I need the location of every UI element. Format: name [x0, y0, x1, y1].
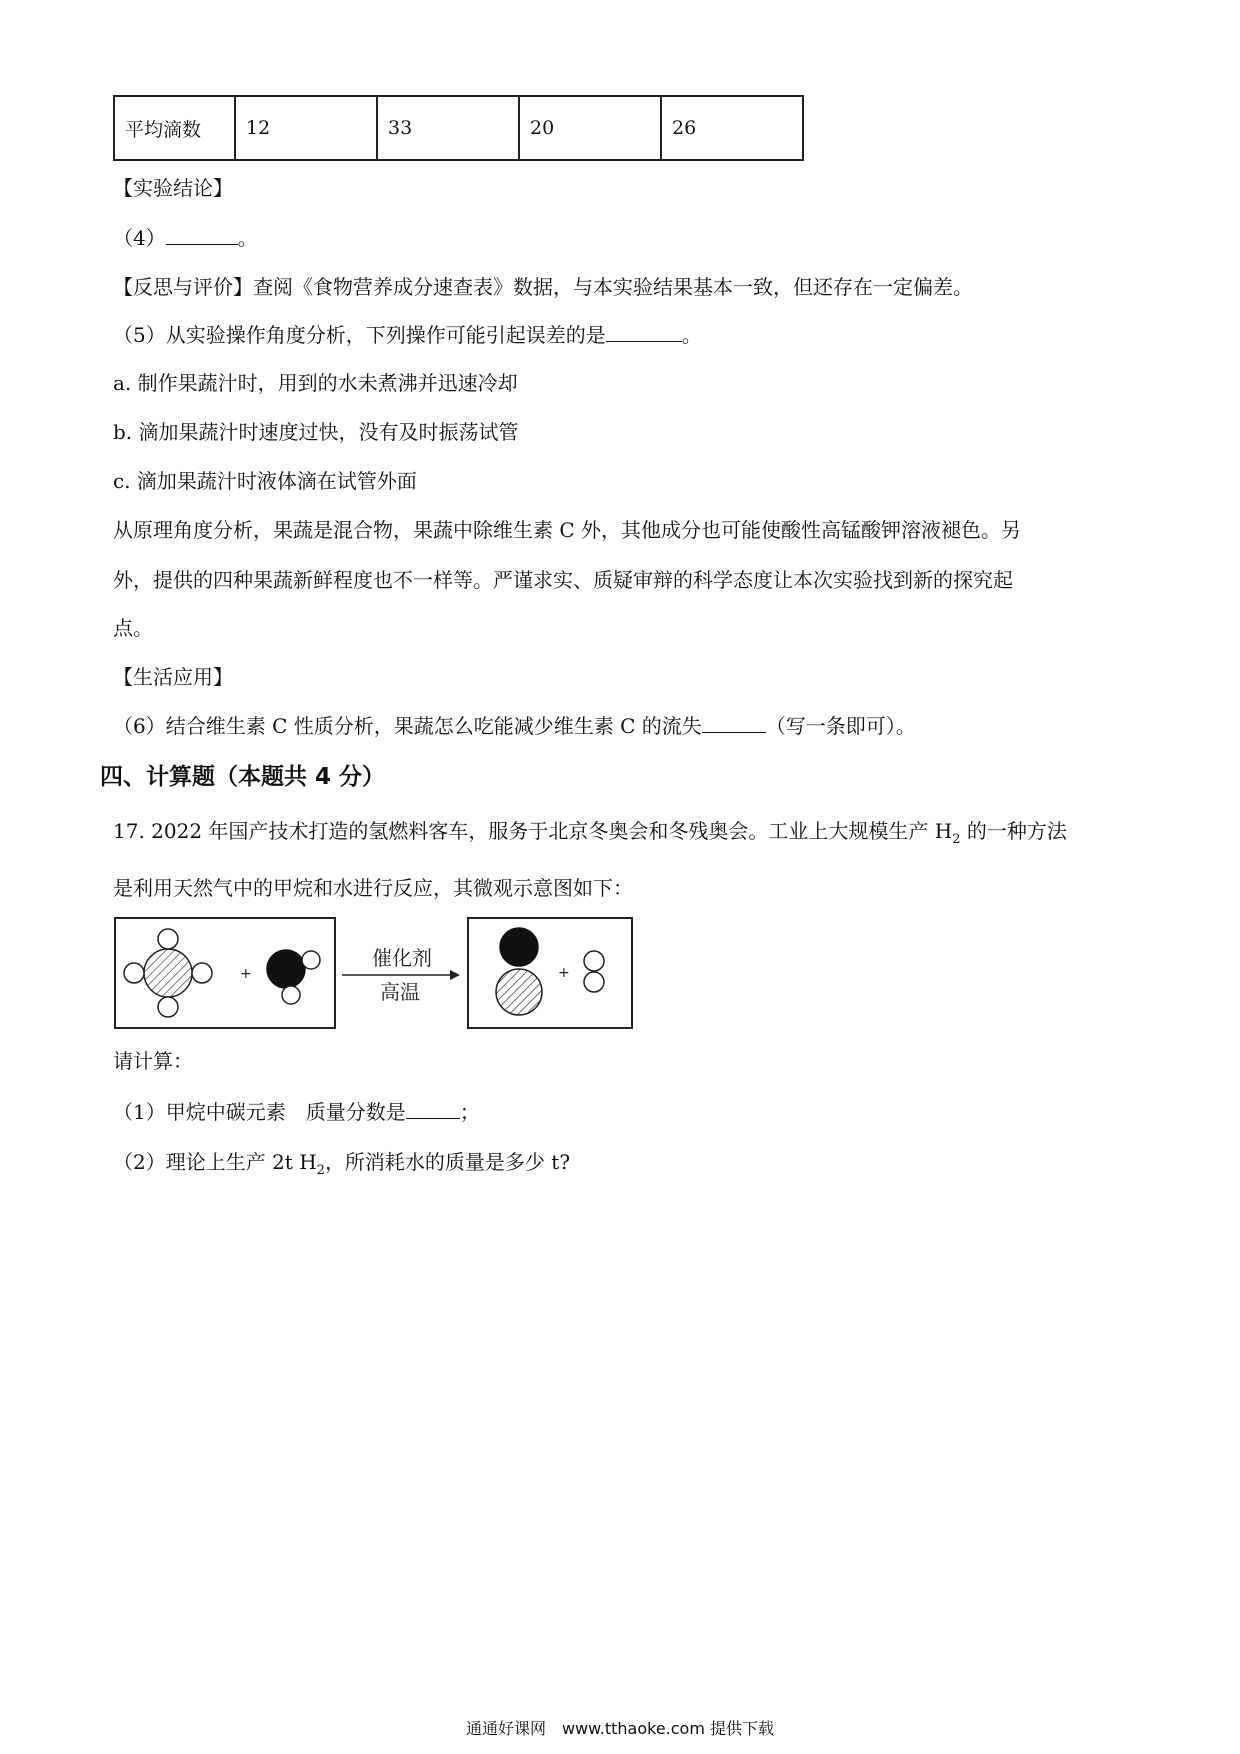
question-5 [113, 321, 702, 349]
calc-question-1 [113, 1098, 480, 1126]
option-b: b. 滴加果蔬汁时速度过快，没有及时振荡试管 [113, 420, 519, 444]
table-cell: 20 [519, 96, 661, 160]
question-17-line-1 [113, 817, 1067, 854]
hydrogen-atom [158, 997, 178, 1017]
methane-molecule [124, 929, 212, 1017]
carbon-atom [144, 949, 192, 997]
table-cell: 12 [235, 96, 377, 160]
answer-blank[interactable] [606, 321, 682, 342]
calc-question-2-text: （2）理论上生产 2t H [113, 1150, 317, 1174]
calc-question-1-text: （1）甲烷中碳元素 质量分数是 [113, 1100, 406, 1124]
arrow-head [450, 970, 460, 980]
answer-blank[interactable] [166, 224, 238, 245]
calc-question-2-end: ，所消耗水的质量是多少 t? [324, 1150, 571, 1174]
carbon-monoxide-molecule [496, 928, 542, 1015]
table-cell: 26 [661, 96, 803, 160]
hydrogen-atom [192, 963, 212, 983]
section-4-title: 四、计算题（本题共 4 分） [100, 764, 386, 790]
table-cell: 33 [377, 96, 519, 160]
answer-blank[interactable] [702, 712, 766, 733]
hydrogen-atom [584, 972, 604, 992]
footer-watermark: 通通好课网 www.tthaoke.com 提供下载 [465, 1719, 775, 1738]
water-molecule [267, 950, 320, 1004]
oxygen-atom [267, 950, 305, 988]
arrow-label-high-temp: 高温 [380, 980, 420, 1004]
carbon-atom [496, 969, 542, 1015]
analysis-line-3: 点。 [113, 616, 153, 640]
question-5-label: （5）从实验操作角度分析，下列操作可能引起误差的是 [113, 323, 606, 347]
question-4-end: 。 [237, 226, 258, 250]
hydrogen-atom [158, 929, 178, 949]
option-a: a. 制作果蔬汁时，用到的水未煮沸并迅速冷却 [113, 371, 518, 395]
oxygen-atom [500, 928, 538, 966]
question-4 [113, 224, 258, 252]
products-box [468, 918, 632, 1028]
reaction-diagram [114, 917, 634, 1033]
results-table [113, 95, 804, 161]
hydrogen-atom [584, 951, 604, 971]
subscript: 2 [952, 832, 961, 847]
question-6-label: （6）结合维生素 C 性质分析，果蔬怎么吃能减少维生素 C 的流失 [113, 714, 702, 738]
question-6 [113, 712, 916, 740]
answer-blank[interactable] [406, 1098, 460, 1119]
plus-sign: + [240, 966, 252, 982]
plus-sign: + [558, 965, 570, 981]
arrow-label-catalyst: 催化剂 [372, 946, 432, 970]
please-calculate: 请计算： [113, 1049, 193, 1073]
hydrogen-atom [302, 951, 320, 969]
table-row-label: 平均滴数 [114, 96, 235, 160]
option-c: c. 滴加果蔬汁时液体滴在试管外面 [113, 469, 417, 493]
question-4-label: （4） [113, 226, 166, 250]
analysis-line-2: 外，提供的四种果蔬新鲜程度也不一样等。严谨求实、质疑审辩的科学态度让本次实验找到新的探究起 [113, 568, 1013, 592]
analysis-line-1: 从原理角度分析，果蔬是混合物，果蔬中除维生素 C 外，其他成分也可能使酸性高锰酸钾溶液褪色。另 [113, 518, 1022, 542]
question-5-end: 。 [681, 323, 702, 347]
section-conclusion: 【实验结论】 [113, 176, 233, 200]
question-17-line-2: 是利用天然气中的甲烷和水进行反应，其微观示意图如下： [113, 876, 633, 900]
hydrogen-atom [124, 963, 144, 983]
section-life: 【生活应用】 [113, 665, 233, 689]
calc-question-1-end: ； [459, 1100, 480, 1124]
question-17-text: 17. 2022 年国产技术打造的氢燃料客车，服务于北京冬奥会和冬残奥会。工业上大规模生产 H [113, 819, 953, 843]
question-6-end: （写一条即可）。 [765, 714, 916, 738]
calc-question-2 [113, 1148, 570, 1185]
table-row [114, 96, 803, 160]
hydrogen-molecule [584, 951, 604, 992]
subscript: 2 [316, 1163, 325, 1178]
hydrogen-atom [282, 986, 300, 1004]
reflection-text: 【反思与评价】查阅《食物营养成分速查表》数据，与本实验结果基本一致，但还存在一定偏差。 [113, 275, 973, 299]
question-17-text-end: 的一种方法 [960, 819, 1067, 843]
